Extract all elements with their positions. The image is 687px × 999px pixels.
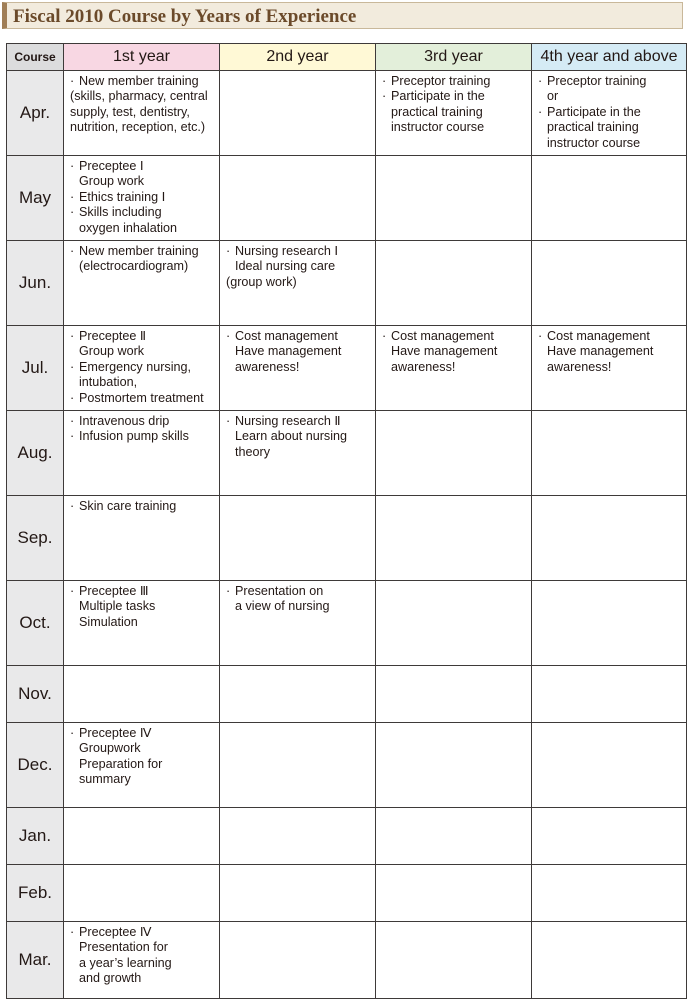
item-line: instructor course <box>391 120 485 135</box>
table-row <box>7 922 687 999</box>
course-cell-y4 <box>532 496 687 581</box>
item-line: · Preceptee Ⅱ <box>70 329 216 344</box>
item-line: · New member training <box>70 244 216 259</box>
course-cell-y4 <box>532 865 687 922</box>
item-line: Learn about nursing <box>235 429 348 444</box>
item-line: · Skills including <box>70 205 216 220</box>
table-row <box>7 156 687 241</box>
month-cell: Jul. <box>7 326 64 411</box>
item-line: · New member training <box>70 74 216 89</box>
course-cell-y3 <box>376 865 532 922</box>
course-table <box>6 43 687 999</box>
bullet-item <box>70 159 216 190</box>
course-cell-y4 <box>532 922 687 999</box>
course-cell-y2 <box>220 156 376 241</box>
header-row <box>7 44 687 71</box>
month-cell: Sep. <box>7 496 64 581</box>
course-cell-y1 <box>64 496 220 581</box>
item-line: (skills, pharmacy, central <box>70 89 208 104</box>
month-cell: Mar. <box>7 922 64 999</box>
item-line: awareness! <box>547 359 612 374</box>
course-cell-y2 <box>220 496 376 581</box>
item-line: · Cost management <box>538 329 683 344</box>
bullet-item <box>70 329 216 360</box>
course-cell-y2 <box>220 723 376 808</box>
item-line: · Preceptee Ⅲ <box>70 584 216 599</box>
bullet-item <box>70 360 216 391</box>
bullet-item <box>382 89 528 135</box>
item-line: · Presentation on <box>226 584 372 599</box>
bullet-item <box>70 925 216 987</box>
item-line: and growth <box>79 971 142 986</box>
course-cell-y2 <box>220 326 376 411</box>
course-cell-y3 <box>376 326 532 411</box>
course-cell-y3 <box>376 71 532 156</box>
title-bar <box>2 2 683 29</box>
item-line: summary <box>79 772 131 787</box>
table-row <box>7 496 687 581</box>
bullet-item <box>70 414 216 429</box>
bullet-item <box>226 584 372 615</box>
course-cell-y3 <box>376 156 532 241</box>
bullet-item <box>70 391 216 406</box>
item-line: or <box>547 89 559 104</box>
item-line: nutrition, reception, etc.) <box>70 120 206 135</box>
item-line: · Infusion pump skills <box>70 429 216 444</box>
note-item <box>70 89 216 135</box>
course-cell-y3 <box>376 723 532 808</box>
item-line: oxygen inhalation <box>79 220 178 235</box>
bullet-item <box>70 429 216 444</box>
item-line: · Participate in the <box>538 105 683 120</box>
item-line: Groupwork <box>79 741 141 756</box>
course-cell-y1 <box>64 156 220 241</box>
course-cell-y1 <box>64 865 220 922</box>
year4-header: 4th year and above <box>532 44 687 71</box>
course-cell-y3 <box>376 808 532 865</box>
item-line: Presentation for <box>79 940 168 955</box>
bullet-item <box>226 414 372 460</box>
table-row <box>7 808 687 865</box>
table-row <box>7 581 687 666</box>
item-line: · Preceptor training <box>382 74 528 89</box>
bullet-item <box>226 244 372 275</box>
course-cell-y1 <box>64 326 220 411</box>
course-cell-y3 <box>376 922 532 999</box>
bullet-item <box>70 499 216 514</box>
month-cell: Apr. <box>7 71 64 156</box>
bullet-item <box>70 205 216 236</box>
month-cell: Jun. <box>7 241 64 326</box>
table-row <box>7 723 687 808</box>
bullet-item <box>70 726 216 788</box>
course-cell-y2 <box>220 865 376 922</box>
course-cell-y2 <box>220 241 376 326</box>
course-cell-y4 <box>532 666 687 723</box>
page-title: Fiscal 2010 Course by Years of Experience <box>13 6 357 27</box>
item-line: Group work <box>79 344 145 359</box>
bullet-item <box>538 329 683 375</box>
course-cell-y1 <box>64 666 220 723</box>
item-line: · Participate in the <box>382 89 528 104</box>
item-line: · Preceptor training <box>538 74 683 89</box>
item-line: theory <box>235 444 271 459</box>
course-cell-y2 <box>220 581 376 666</box>
course-cell-y3 <box>376 496 532 581</box>
course-cell-y1 <box>64 241 220 326</box>
course-cell-y4 <box>532 241 687 326</box>
bullet-item <box>538 74 683 105</box>
item-line: · Skin care training <box>70 499 216 514</box>
year3-header: 3rd year <box>376 44 532 71</box>
item-line: · Preceptee Ⅰ <box>70 159 216 174</box>
month-cell: May <box>7 156 64 241</box>
item-line: Group work <box>79 174 145 189</box>
bullet-item <box>70 584 216 630</box>
course-cell-y4 <box>532 326 687 411</box>
table-row <box>7 326 687 411</box>
course-cell-y1 <box>64 581 220 666</box>
item-line: instructor course <box>547 135 641 150</box>
item-line: · Nursing research Ⅱ <box>226 414 372 429</box>
month-cell: Aug. <box>7 411 64 496</box>
course-cell-y3 <box>376 581 532 666</box>
item-line: Multiple tasks <box>79 599 156 614</box>
item-line: · Cost management <box>226 329 372 344</box>
item-line: Preparation for <box>79 756 163 771</box>
course-cell-y1 <box>64 723 220 808</box>
bullet-item <box>538 105 683 151</box>
course-cell-y4 <box>532 411 687 496</box>
course-cell-y1 <box>64 922 220 999</box>
table-row <box>7 865 687 922</box>
bullet-item <box>70 244 216 275</box>
bullet-item <box>226 329 372 375</box>
month-cell: Feb. <box>7 865 64 922</box>
item-line: · Preceptee Ⅳ <box>70 925 216 940</box>
item-line: Have management <box>547 344 654 359</box>
item-line: awareness! <box>235 359 300 374</box>
item-line: intubation, <box>79 375 138 390</box>
course-cell-y2 <box>220 808 376 865</box>
item-line: · Cost management <box>382 329 528 344</box>
month-cell: Jan. <box>7 808 64 865</box>
item-line: Ideal nursing care <box>235 259 336 274</box>
course-cell-y2 <box>220 666 376 723</box>
table-row <box>7 666 687 723</box>
table-row <box>7 71 687 156</box>
item-line: · Postmortem treatment <box>70 391 216 406</box>
item-line: · Emergency nursing, <box>70 360 216 375</box>
item-line: · Preceptee Ⅳ <box>70 726 216 741</box>
item-line: awareness! <box>391 359 456 374</box>
course-cell-y2 <box>220 71 376 156</box>
table-row <box>7 411 687 496</box>
year1-header: 1st year <box>64 44 220 71</box>
course-cell-y4 <box>532 156 687 241</box>
item-line: a year’s learning <box>79 955 172 970</box>
course-cell-y1 <box>64 71 220 156</box>
course-cell-y4 <box>532 71 687 156</box>
table-row <box>7 241 687 326</box>
item-line: supply, test, dentistry, <box>70 104 190 119</box>
course-cell-y4 <box>532 808 687 865</box>
item-line: Have management <box>391 344 498 359</box>
course-cell-y4 <box>532 723 687 808</box>
bullet-item <box>70 74 216 89</box>
item-line: Simulation <box>79 614 138 629</box>
item-line: · Intravenous drip <box>70 414 216 429</box>
item-line: Have management <box>235 344 342 359</box>
item-line: practical training <box>547 120 639 135</box>
bullet-item <box>382 74 528 89</box>
note-item <box>226 275 372 290</box>
bullet-item <box>70 190 216 205</box>
item-line: a view of nursing <box>235 599 330 614</box>
course-cell-y3 <box>376 411 532 496</box>
course-cell-y4 <box>532 581 687 666</box>
item-line: practical training <box>391 104 483 119</box>
item-line: (group work) <box>226 274 297 289</box>
item-line: · Nursing research Ⅰ <box>226 244 372 259</box>
item-line: (electrocardiogram) <box>79 259 189 274</box>
month-cell: Nov. <box>7 666 64 723</box>
month-cell: Dec. <box>7 723 64 808</box>
course-cell-y3 <box>376 666 532 723</box>
bullet-item <box>382 329 528 375</box>
year2-header: 2nd year <box>220 44 376 71</box>
item-line: · Ethics training Ⅰ <box>70 190 216 205</box>
course-cell-y2 <box>220 411 376 496</box>
course-cell-y1 <box>64 808 220 865</box>
course-cell-y1 <box>64 411 220 496</box>
course-header: Course <box>7 44 64 71</box>
course-cell-y3 <box>376 241 532 326</box>
month-cell: Oct. <box>7 581 64 666</box>
course-cell-y2 <box>220 922 376 999</box>
